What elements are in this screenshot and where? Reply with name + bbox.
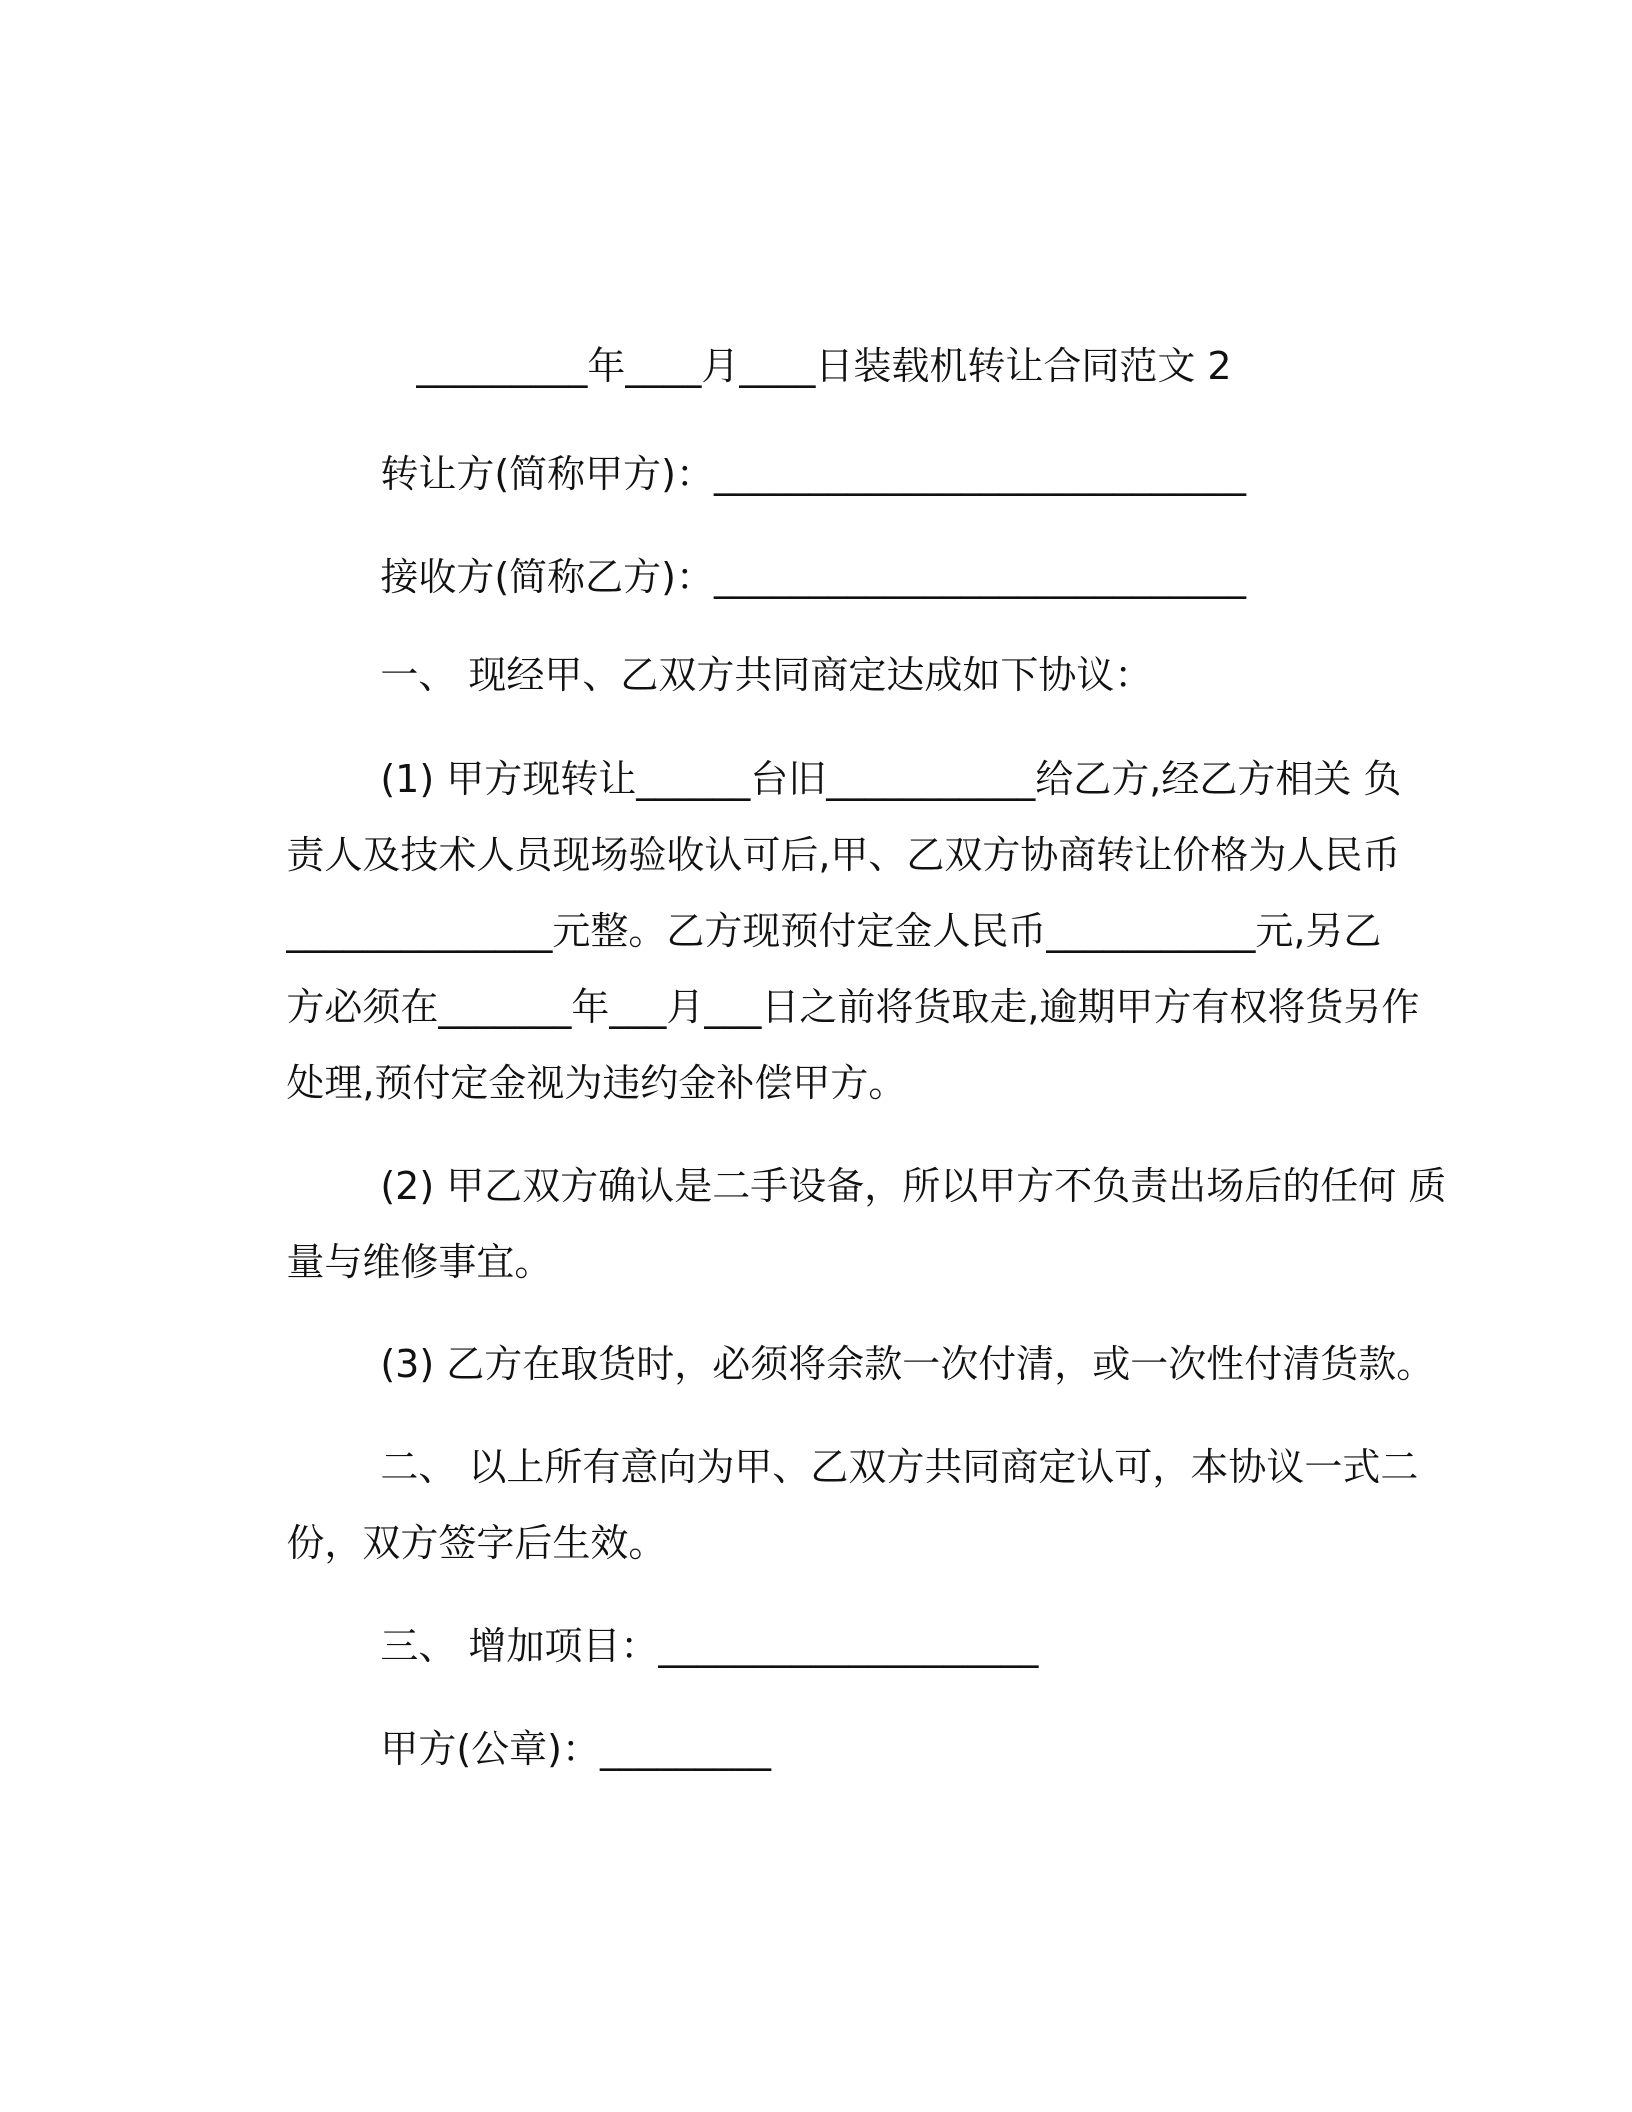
clause-3-line: (3) 乙方在取货时，必须将余款一次付清，或一次性付清货款。	[380, 1342, 1435, 1386]
clause-1-line-1: (1) 甲方现转让______台旧___________给乙方,经乙方相关 负	[380, 757, 1402, 801]
document-title: _________年____月____日装载机转让合同范文 2	[416, 344, 1232, 388]
clause-1-line-5: 处理,预付定金视为违约金补偿甲方。	[286, 1061, 907, 1105]
clause-1-line-3: ______________元整。乙方现预付定金人民币___________元,另乙	[286, 909, 1382, 953]
section-one-heading: 一、 现经甲、乙双方共同商定达成如下协议：	[380, 653, 1153, 697]
clause-1-line-2: 责人及技术人员现场验收认可后,甲、乙双方协商转让价格为人民币	[286, 833, 1401, 877]
transferee-line: 接收方(简称乙方)：____________________________	[380, 555, 1246, 599]
section-three-line: 三、 增加项目：____________________	[380, 1624, 1039, 1668]
clause-2-line-1: (2) 甲乙双方确认是二手设备，所以甲方不负责出场后的任何 质	[380, 1164, 1447, 1208]
section-two-line-1: 二、 以上所有意向为甲、乙双方共同商定认可，本协议一式二	[380, 1445, 1419, 1489]
party-a-seal-line: 甲方(公章)：_________	[380, 1727, 771, 1771]
transferor-line: 转让方(简称甲方)：____________________________	[380, 452, 1246, 496]
section-two-line-2: 份，双方签字后生效。	[286, 1521, 667, 1565]
clause-2-line-2: 量与维修事宜。	[286, 1240, 553, 1284]
clause-1-line-4: 方必须在_______年___月___日之前将货取走,逾期甲方有权将货另作	[286, 985, 1420, 1029]
